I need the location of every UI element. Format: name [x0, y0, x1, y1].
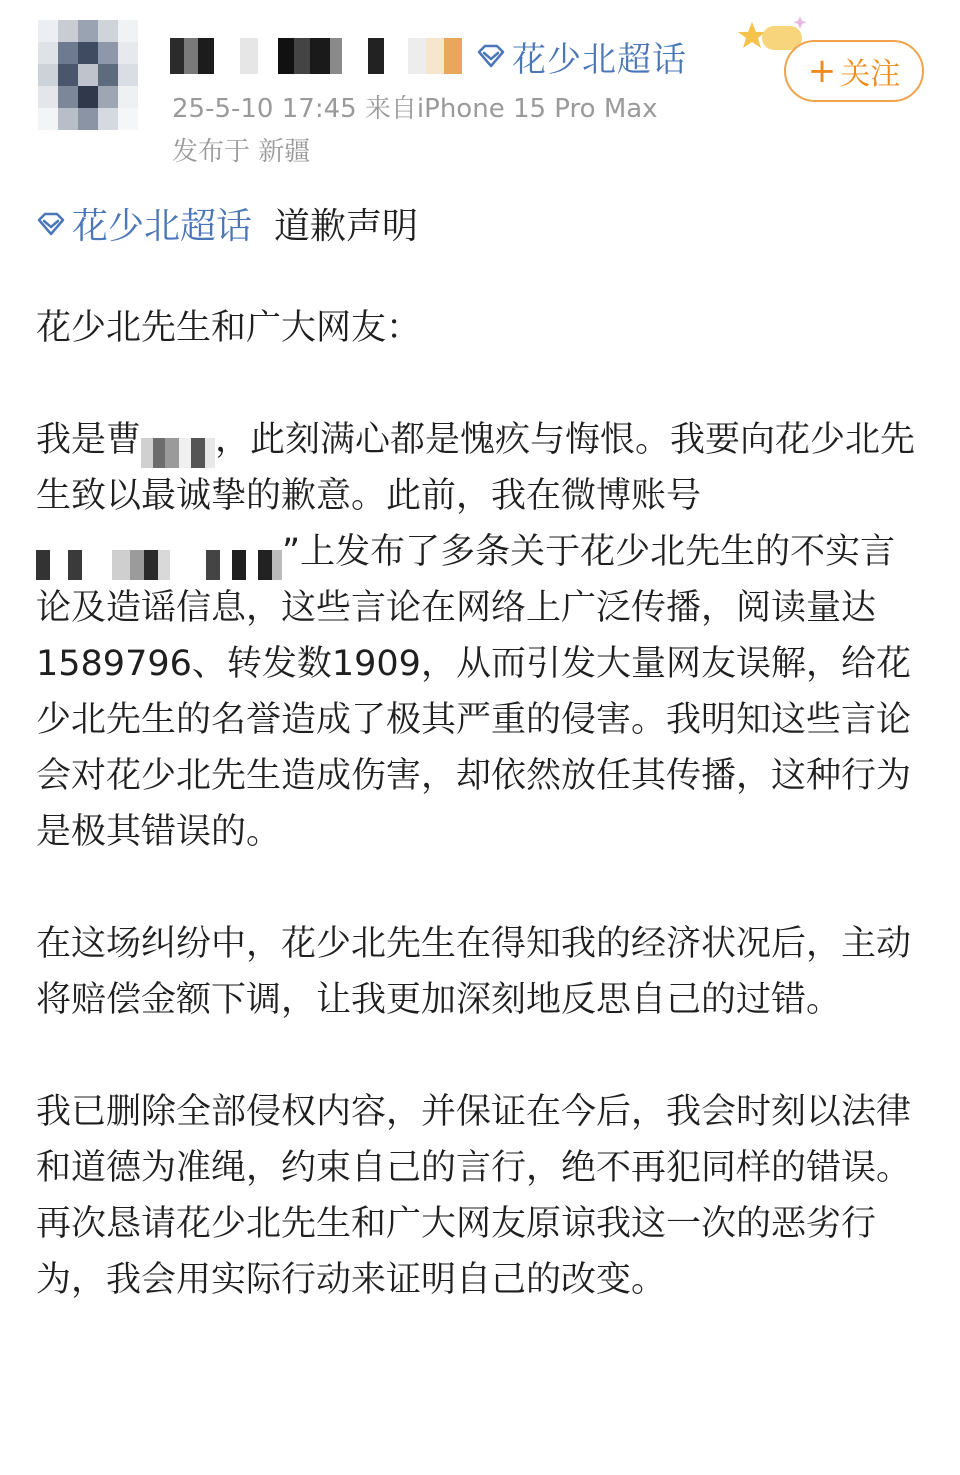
post-body — [36, 300, 926, 1364]
paragraph-1 — [36, 412, 926, 860]
super-topic-diamond-icon — [476, 43, 506, 69]
paragraph-3: 我已删除全部侵权内容，并保证在今后，我会时刻以法律和道德为准绳，约束自己的言行，绝不再犯同样的错误。再次恳请花少北先生和广大网友原谅我这一次的恶劣行为，我会用实际行动来证明自己的改变。 — [36, 1092, 912, 1300]
greeting: 花少北先生和广大网友： — [36, 308, 422, 348]
title-topic-label: 花少北超话 — [72, 206, 253, 247]
post-location: 发布于 新疆 — [172, 137, 311, 167]
title-super-topic-link[interactable] — [36, 198, 252, 249]
paragraph-1-part-c: ”上发布了多条关于花少北先生的不实言论及造谣信息，这些言论在网络上广泛传播，阅读量达1589796、转发数1909，从而引发大量网友误解，给花少北先生的名誉造成了极其严重的侵害。我明知这些言论会对花少北先生造成伤害，却依然放任其传播，这种行为是极其错误的。 — [36, 532, 912, 852]
super-topic-link[interactable] — [476, 32, 687, 81]
avatar[interactable] — [38, 20, 138, 130]
username-redacted[interactable] — [170, 38, 462, 74]
paragraph-2: 在这场纠纷中，花少北先生在得知我的经济状况后，主动将赔偿金额下调，让我更加深刻地反思自己的过错。 — [36, 924, 912, 1020]
super-topic-label: 花少北超话 — [512, 39, 687, 80]
follow-label: 关注 — [840, 57, 901, 92]
redacted-account — [36, 536, 282, 570]
paragraph-1-part-b: ，此刻满心都是愧疚与悔恨。我要向花少北先生致以最诚挚的歉意。此前，我在微博账号 — [36, 420, 916, 516]
post-title: 道歉声明 — [274, 206, 419, 247]
post-header — [0, 0, 960, 180]
redacted-name — [141, 424, 215, 458]
username-row — [170, 36, 687, 80]
paragraph-1-part-a: 我是曹 — [36, 420, 142, 460]
plus-icon: + — [807, 51, 837, 91]
post-time-source: 25-5-10 17:45 来自iPhone 15 Pro Max — [172, 94, 658, 124]
post-title-row — [36, 198, 418, 249]
follow-button[interactable] — [784, 40, 924, 102]
super-topic-diamond-icon — [36, 211, 66, 237]
